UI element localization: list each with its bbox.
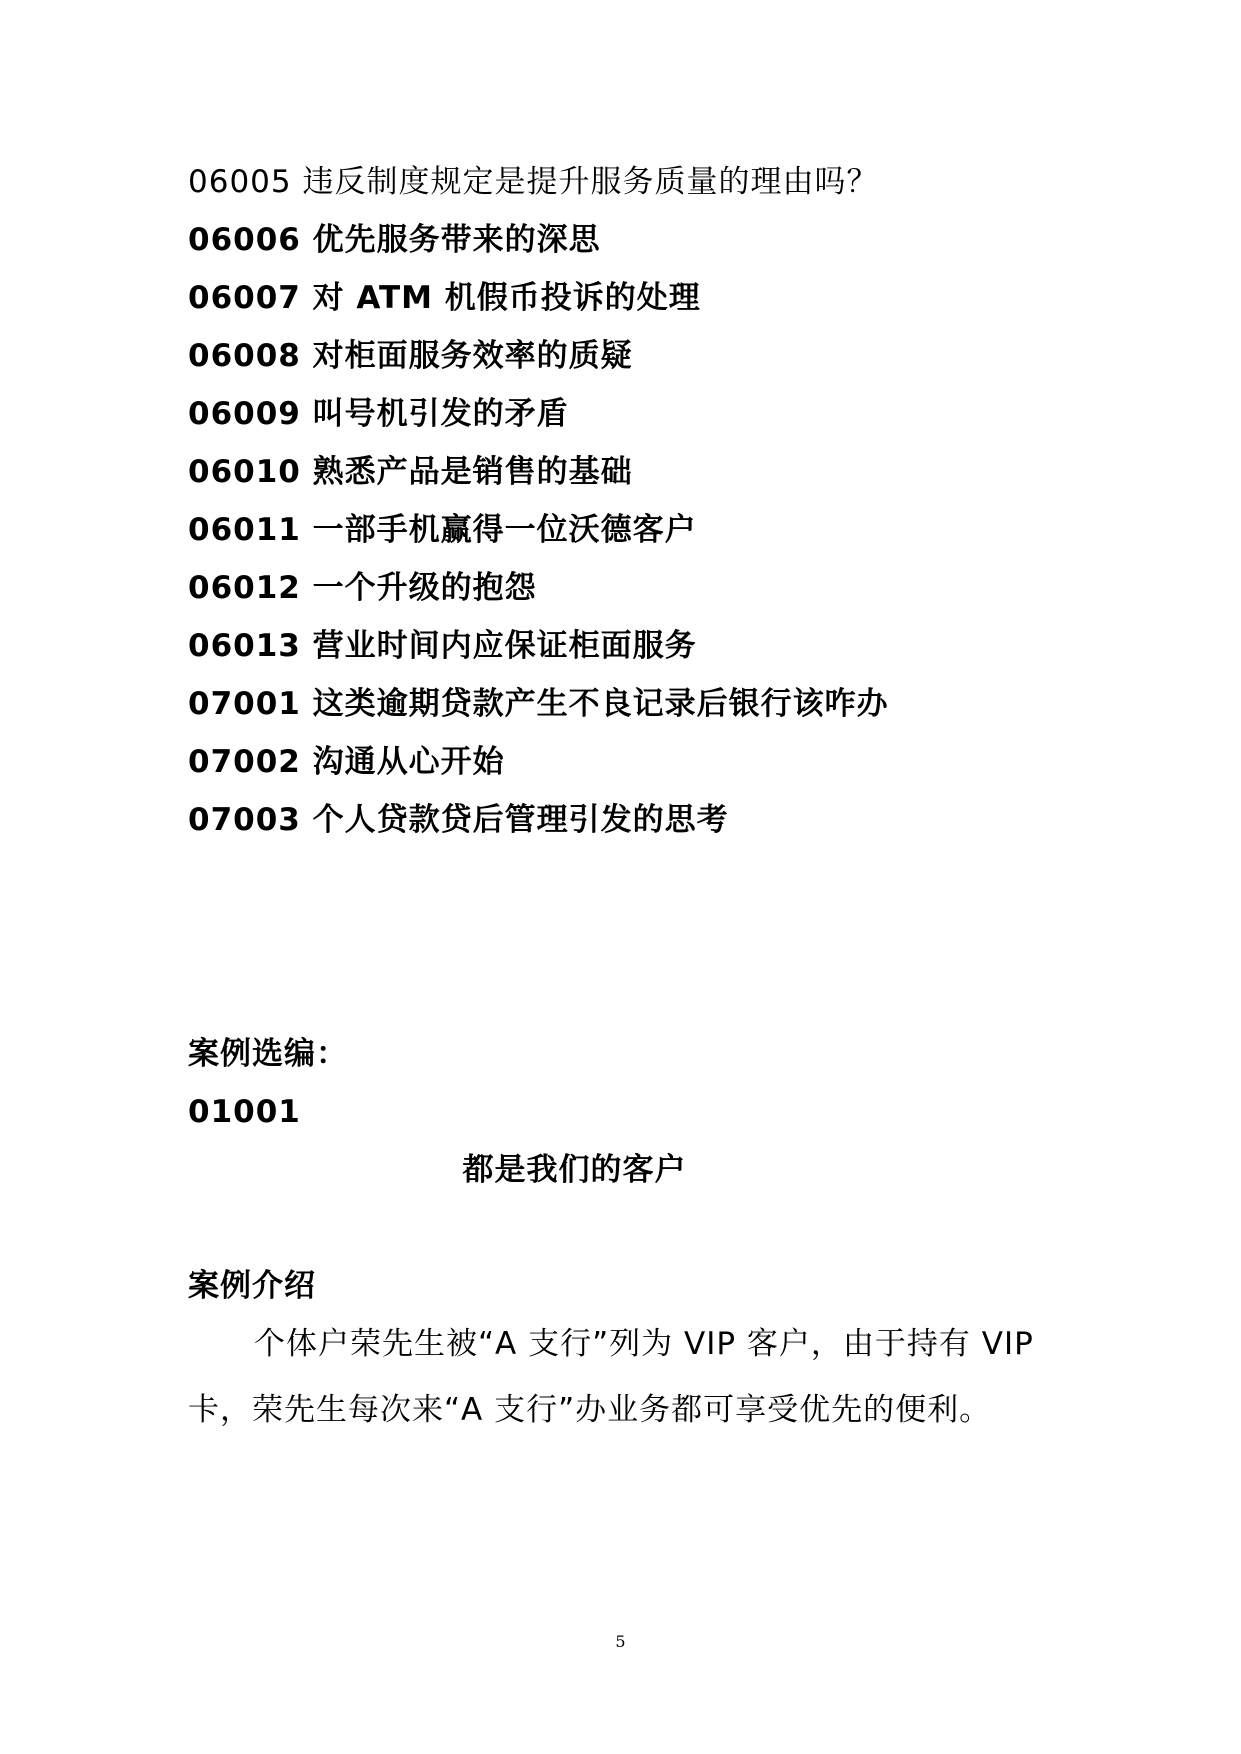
intro-heading: 案例介绍	[188, 1268, 316, 1304]
toc-entry-06009: 06009 叫号机引发的矛盾	[188, 396, 569, 432]
toc-entry-07003: 07003 个人贷款贷后管理引发的思考	[188, 802, 729, 838]
case-title: 都是我们的客户	[462, 1152, 687, 1188]
toc-entry-06005: 06005 违反制度规定是提升服务质量的理由吗？	[188, 164, 879, 200]
toc-entry-06012: 06012 一个升级的抱怨	[188, 570, 537, 606]
toc-entry-06006: 06006 优先服务带来的深思	[188, 222, 601, 258]
intro-paragraph: 个体户荣先生被“A 支行”列为 VIP 客户，由于持有 VIP 卡，荣先生每次来“A 支行”办业务都可享受优先的便利。	[188, 1326, 1034, 1428]
toc-entry-06010: 06010 熟悉产品是销售的基础	[188, 454, 633, 490]
toc-entry-06008: 06008 对柜面服务效率的质疑	[188, 338, 633, 374]
section-heading: 案例选编：	[188, 1036, 348, 1072]
toc-entry-07002: 07002 沟通从心开始	[188, 744, 505, 780]
toc-entry-07001: 07001 这类逾期贷款产生不良记录后银行该咋办	[188, 686, 889, 722]
toc-entry-06013: 06013 营业时间内应保证柜面服务	[188, 628, 697, 664]
case-number: 01001	[188, 1094, 301, 1130]
toc-entry-06011: 06011 一部手机赢得一位沃德客户	[188, 512, 697, 548]
page-number: 5	[615, 1632, 626, 1651]
toc-entry-06007: 06007 对 ATM 机假币投诉的处理	[188, 280, 701, 316]
